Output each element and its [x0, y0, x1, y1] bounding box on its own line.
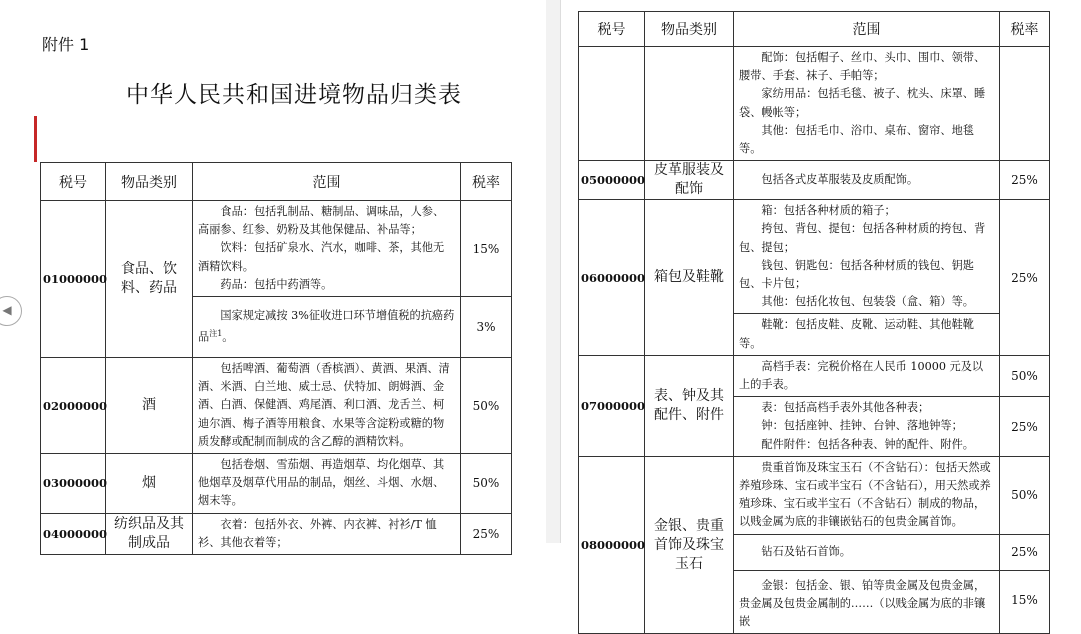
table-row — [41, 358, 512, 454]
item-range — [734, 570, 1000, 634]
header-rate: 税率 — [461, 163, 512, 201]
table-row — [579, 200, 1050, 314]
range-line: 钱包、钥匙包：包括各种材质的钱包、钥匙包、卡片包； — [739, 258, 974, 291]
item-category: 皮革服装及配饰 — [645, 161, 734, 200]
right-page — [560, 0, 1081, 629]
table-row — [579, 161, 1050, 200]
range-line: 高档手表：完税价格在人民币 10000 元及以上的手表。 — [739, 359, 984, 392]
item-range — [734, 161, 1000, 200]
table-row — [579, 355, 1050, 396]
right-classification-table — [578, 11, 1050, 634]
range-line: 包括各式皮革服装及皮质配饰。 — [761, 173, 919, 187]
table-row — [41, 201, 512, 297]
item-category: 箱包及鞋靴 — [645, 200, 734, 356]
page-gutter — [546, 0, 560, 543]
item-category: 金银、贵重首饰及珠宝玉石 — [645, 456, 734, 633]
item-range — [193, 454, 461, 514]
header-range: 范围 — [734, 12, 1000, 47]
tax-rate: 25% — [1000, 397, 1050, 457]
range-line: 包括啤酒、葡萄酒（香槟酒）、黄酒、果酒、清酒、米酒、白兰地、威士忌、伏特加、朗姆酒、金酒、白酒、保健酒、鸡尾酒、利口酒、龙舌兰、柯迪尔酒、梅子酒等用粮食、水果等含淀粉或糖的物质发酵或配制而制成的含乙醇的酒精饮料。 — [198, 362, 450, 448]
tax-code: 05000000 — [579, 161, 645, 200]
header-category: 物品类别 — [106, 163, 193, 201]
range-line: 钻石及钻石首饰。 — [761, 545, 851, 559]
tax-code: 02000000 — [41, 358, 106, 454]
item-category: 烟 — [106, 454, 193, 514]
range-text: 国家规定减按 3%征收进口环节增值税的抗癌药品 — [198, 308, 455, 344]
range-line: 钟：包括座钟、挂钟、台钟、落地钟等； — [761, 419, 963, 433]
tax-rate: 25% — [1000, 161, 1050, 200]
range-line: 衣着：包括外衣、外裤、内衣裤、衬衫/T 恤衫、其他衣着等； — [198, 517, 437, 549]
item-range — [734, 47, 1000, 161]
range-line: 药品：包括中药酒等。 — [220, 277, 333, 291]
range-line: 包括卷烟、雪茄烟、再造烟草、均化烟草、其他烟草及烟草代用品的制品，烟丝、斗烟、水烟、烟末等。 — [198, 458, 445, 508]
attachment-label: 附件 1 — [42, 35, 90, 54]
range-end: 。 — [222, 330, 234, 344]
item-range — [193, 358, 461, 454]
footnote-mark: 注1 — [209, 329, 223, 339]
tax-rate: 15% — [461, 201, 512, 297]
header-category: 物品类别 — [645, 12, 734, 47]
item-range — [193, 297, 461, 358]
item-category: 表、钟及其配件、附件 — [645, 355, 734, 456]
header-rate: 税率 — [1000, 12, 1050, 47]
table-row — [579, 47, 1050, 161]
range-line: 表：包括高档手表外其他各种表； — [761, 401, 930, 415]
tax-code: 01000000 — [41, 201, 106, 358]
table-header-row — [579, 12, 1050, 47]
item-range — [734, 355, 1000, 396]
left-classification-table — [40, 162, 512, 555]
tax-rate: 25% — [461, 513, 512, 554]
item-range — [734, 200, 1000, 314]
item-category — [645, 47, 734, 161]
item-range — [734, 397, 1000, 457]
range-line: 饮料：包括矿泉水、汽水，咖啡、茶，其他无酒精饮料。 — [198, 241, 445, 273]
range-line: 贵重首饰及珠宝玉石（不含钻石）：包括天然或养殖珍珠、宝石或半宝石（不含钻石），用天然或养殖珍珠、宝石或半宝石（不含钻石）制成的物品，以贱金属为底的非镶嵌钻石的包贵金属首饰。 — [739, 460, 991, 529]
tax-rate: 25% — [1000, 534, 1050, 570]
item-category: 纺织品及其制成品 — [106, 513, 193, 554]
tax-rate — [1000, 47, 1050, 161]
range-line: 配饰：包括帽子、丝巾、头巾、围巾、领带、腰带、手套、袜子、手帕等； — [739, 51, 986, 83]
range-line: 箱：包括各种材质的箱子； — [761, 204, 896, 218]
item-category: 酒 — [106, 358, 193, 454]
tax-code: 03000000 — [41, 454, 106, 514]
page-nav-icon[interactable]: ◀ — [0, 296, 22, 326]
tax-code — [579, 47, 645, 161]
header-code: 税号 — [41, 163, 106, 201]
tax-rate: 3% — [461, 297, 512, 358]
tax-rate: 50% — [1000, 456, 1050, 534]
document-title: 中华人民共和国进境物品归类表 — [126, 82, 462, 108]
item-range — [734, 314, 1000, 355]
item-range — [193, 201, 461, 297]
header-range: 范围 — [193, 163, 461, 201]
tax-rate: 50% — [1000, 355, 1050, 396]
tax-code: 06000000 — [579, 200, 645, 356]
range-line: 家纺用品：包括毛毯、被子、枕头、床罩、睡袋、幔帐等； — [739, 87, 986, 119]
tax-code: 08000000 — [579, 456, 645, 633]
tax-rate: 50% — [461, 358, 512, 454]
range-line: 食品：包括乳制品、糖制品、调味品，人参、高丽参、红参、奶粉及其他保健品、补品等； — [198, 205, 445, 237]
table-header-row — [41, 163, 512, 201]
range-line: 鞋靴：包括皮鞋、皮靴、运动鞋、其他鞋靴等。 — [739, 318, 974, 350]
range-line: 其他：包括毛巾、浴巾、桌布、窗帘、地毯等。 — [739, 123, 974, 156]
item-category: 食品、饮料、药品 — [106, 201, 193, 358]
header-code: 税号 — [579, 12, 645, 47]
range-line: 挎包、背包、提包：包括各种材质的挎包、背包、提包； — [739, 222, 986, 254]
table-row — [41, 454, 512, 514]
tax-rate: 25% — [1000, 200, 1050, 356]
tax-rate: 50% — [461, 454, 512, 514]
tax-rate: 15% — [1000, 570, 1050, 634]
table-row — [41, 513, 512, 554]
item-range — [193, 513, 461, 554]
range-line: 配件附件：包括各种表、钟的配件、附件。 — [761, 437, 974, 451]
item-range — [734, 534, 1000, 570]
red-margin-mark — [34, 116, 37, 162]
tax-code: 07000000 — [579, 355, 645, 456]
left-page — [0, 0, 546, 551]
range-line: 其他：包括化妆包、包装袋（盒、箱）等。 — [761, 295, 974, 309]
range-line: 金银：包括金、银、铂等贵金属及包贵金属，贵金属及包贵金属制的……（以贱金属为底的非镶嵌 — [739, 578, 986, 629]
table-row — [579, 456, 1050, 534]
tax-code: 04000000 — [41, 513, 106, 554]
item-range — [734, 456, 1000, 534]
